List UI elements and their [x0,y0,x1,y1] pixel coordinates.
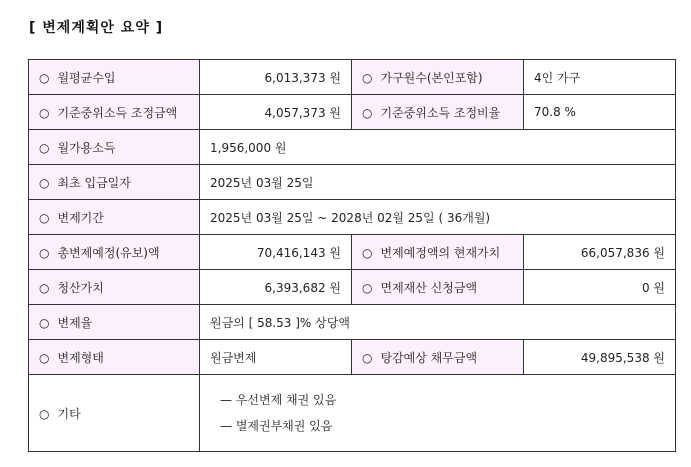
label-cell [29,60,200,95]
etc-value-cell [200,375,676,452]
label-cell [352,270,524,305]
present-value-value: 66,057,836 원 [524,235,676,270]
monthly-income-label: 월평균수입 [57,70,116,85]
label-cell [29,235,200,270]
first-payment-value: 2025년 03월 25일 [200,165,676,200]
circle-icon: ○ [362,280,373,295]
label-cell [29,270,200,305]
label-cell [29,200,200,235]
circle-icon: ○ [362,70,373,85]
total-planned-label: 총변제예정(유보)액 [57,245,160,260]
label-cell [29,305,200,340]
circle-icon: ○ [39,315,50,330]
median-ratio-label: 기준중위소득 조정비율 [380,105,501,120]
summary-table [28,59,676,452]
repayment-type-label: 변제형태 [57,350,104,365]
label-cell [352,235,524,270]
label-cell [352,340,524,375]
liquidation-value: 6,393,682 원 [200,270,352,305]
table-row [29,340,676,375]
label-cell [29,340,200,375]
household-label: 가구원수(본인포함) [380,70,483,85]
circle-icon: ○ [39,280,50,295]
repayment-rate-value: 원금의 [ 58.53 ]% 상당액 [200,305,676,340]
total-planned-value: 70,416,143 원 [200,235,352,270]
label-cell [352,60,524,95]
circle-icon: ○ [39,175,50,190]
circle-icon: ○ [39,350,50,365]
circle-icon: ○ [39,210,50,225]
available-income-value: 1,956,000 원 [200,130,676,165]
repayment-rate-label: 변제율 [57,315,93,330]
repayment-type-value: 원금변제 [200,340,352,375]
circle-icon: ○ [39,406,50,421]
period-label: 변제기간 [57,210,104,225]
label-cell [29,95,200,130]
present-value-label: 변제예정액의 현재가치 [380,245,501,260]
circle-icon: ○ [39,105,50,120]
label-cell [29,375,200,452]
table-row [29,235,676,270]
table-row [29,130,676,165]
median-adjusted-label: 기준중위소득 조정금액 [57,105,178,120]
table-row [29,375,676,452]
etc-line-priority-claims: — 우선변제 채권 있음 [220,393,337,407]
etc-line-secured-claims: — 별제권부채권 있음 [220,419,333,433]
table-row [29,165,676,200]
household-value: 4인 가구 [524,60,676,95]
circle-icon: ○ [362,350,373,365]
circle-icon: ○ [39,70,50,85]
exempt-property-label: 면제재산 신청금액 [380,280,478,295]
table-row [29,60,676,95]
table-row [29,270,676,305]
label-cell [29,130,200,165]
median-adjusted-value: 4,057,373 원 [200,95,352,130]
table-row [29,305,676,340]
circle-icon: ○ [362,105,373,120]
label-cell [29,165,200,200]
circle-icon: ○ [362,245,373,260]
first-payment-label: 최초 입금일자 [57,175,131,190]
period-value: 2025년 03월 25일 ~ 2028년 02월 25일 ( 36개월) [200,200,676,235]
exempt-property-value: 0 원 [524,270,676,305]
label-cell [352,95,524,130]
circle-icon: ○ [39,245,50,260]
expected-debt-value: 49,895,538 원 [524,340,676,375]
monthly-income-value: 6,013,373 원 [200,60,352,95]
available-income-label: 월가용소득 [57,140,116,155]
circle-icon: ○ [39,140,50,155]
liquidation-label: 청산가치 [57,280,104,295]
median-ratio-value: 70.8 % [524,95,676,130]
page-title: [ 변제계획안 요약 ] [29,20,164,36]
table-row [29,200,676,235]
expected-debt-label: 탕감예상 채무금액 [380,350,478,365]
table-row [29,95,676,130]
etc-label: 기타 [57,406,81,421]
